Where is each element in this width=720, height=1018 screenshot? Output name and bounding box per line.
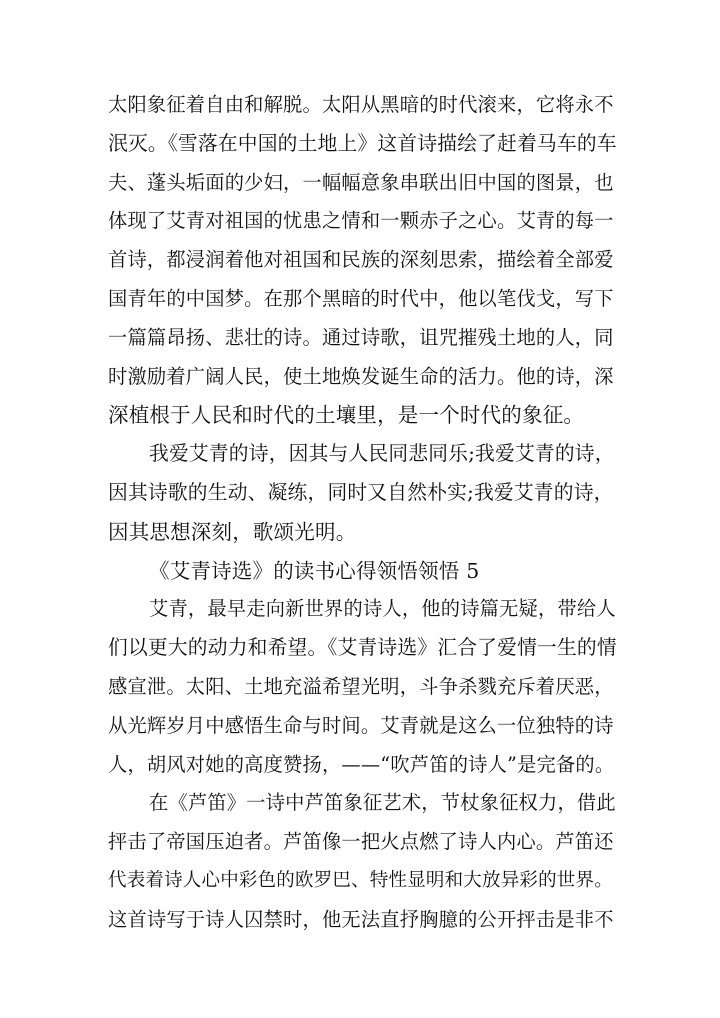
text-line: 国青年的中国梦。在那个黑暗的时代中，他以笔伐戈，写下: [108, 286, 614, 310]
text-line: 因其思想深刻，歌颂光明。: [108, 519, 357, 544]
text-line: 从光辉岁月中感悟生命与时间。艾青就是这么一位独特的诗: [108, 713, 614, 737]
text-line: 夫、蓬头垢面的少妇，一幅幅意象串联出旧中国的图景，也: [108, 170, 614, 194]
text-line: 太阳象征着自由和解脱。太阳从黑暗的时代滚来，它将永不: [108, 93, 614, 116]
document-body: [108, 86, 616, 940]
text-line: 体现了艾青对祖国的忧患之情和一颗赤子之心。艾青的每一: [108, 209, 614, 233]
text-line: 感宣泄。太阳、土地充溢希望光明，斗争杀戮充斥着厌恶，: [108, 674, 614, 698]
text-line: 抨击了帝国压迫者。芦笛像一把火点燃了诗人内心。芦笛还: [108, 830, 614, 854]
text-line: 时激励着广阔人民，使土地焕发诞生命的活力。他的诗，深: [108, 364, 614, 388]
text-line: 首诗，都浸润着他对祖国和民族的深刻思索，描绘着全部爱: [108, 248, 614, 272]
text-line: 在《芦笛》一诗中芦笛象征艺术，节杖象征权力，借此: [149, 791, 616, 815]
text-line: 因其诗歌的生动、凝练，同时又自然朴实;我爱艾青的诗，: [108, 480, 614, 504]
text-line: 们以更大的动力和希望。《艾青诗选》汇合了爱情一生的情: [108, 636, 617, 660]
text-line: 艾青，最早走向新世界的诗人，他的诗篇无疑，带给人: [149, 597, 616, 621]
text-line: 我爱艾青的诗，因其与人民同悲同乐;我爱艾青的诗，: [149, 442, 615, 466]
text-line: 《艾青诗选》的读书心得领悟领悟 5: [149, 558, 480, 583]
text-line: 一篇篇昂扬、悲壮的诗。通过诗歌，诅咒摧残土地的人，同: [108, 325, 614, 349]
text-line: 人，胡风对她的高度赞扬，——“吹芦笛的诗人”是完备的。: [108, 752, 615, 776]
text-line: 这首诗写于诗人囚禁时，他无法直抒胸臆的公开抨击是非不: [108, 907, 614, 931]
text-line: 代表着诗人心中彩色的欧罗巴、特性显明和大放异彩的世界。: [108, 869, 613, 891]
text-line: 深植根于人民和时代的土壤里，是一个时代的象征。: [108, 403, 585, 428]
text-line: 泯灭。《雪落在中国的土地上》这首诗描绘了赶着马车的车: [108, 131, 617, 155]
